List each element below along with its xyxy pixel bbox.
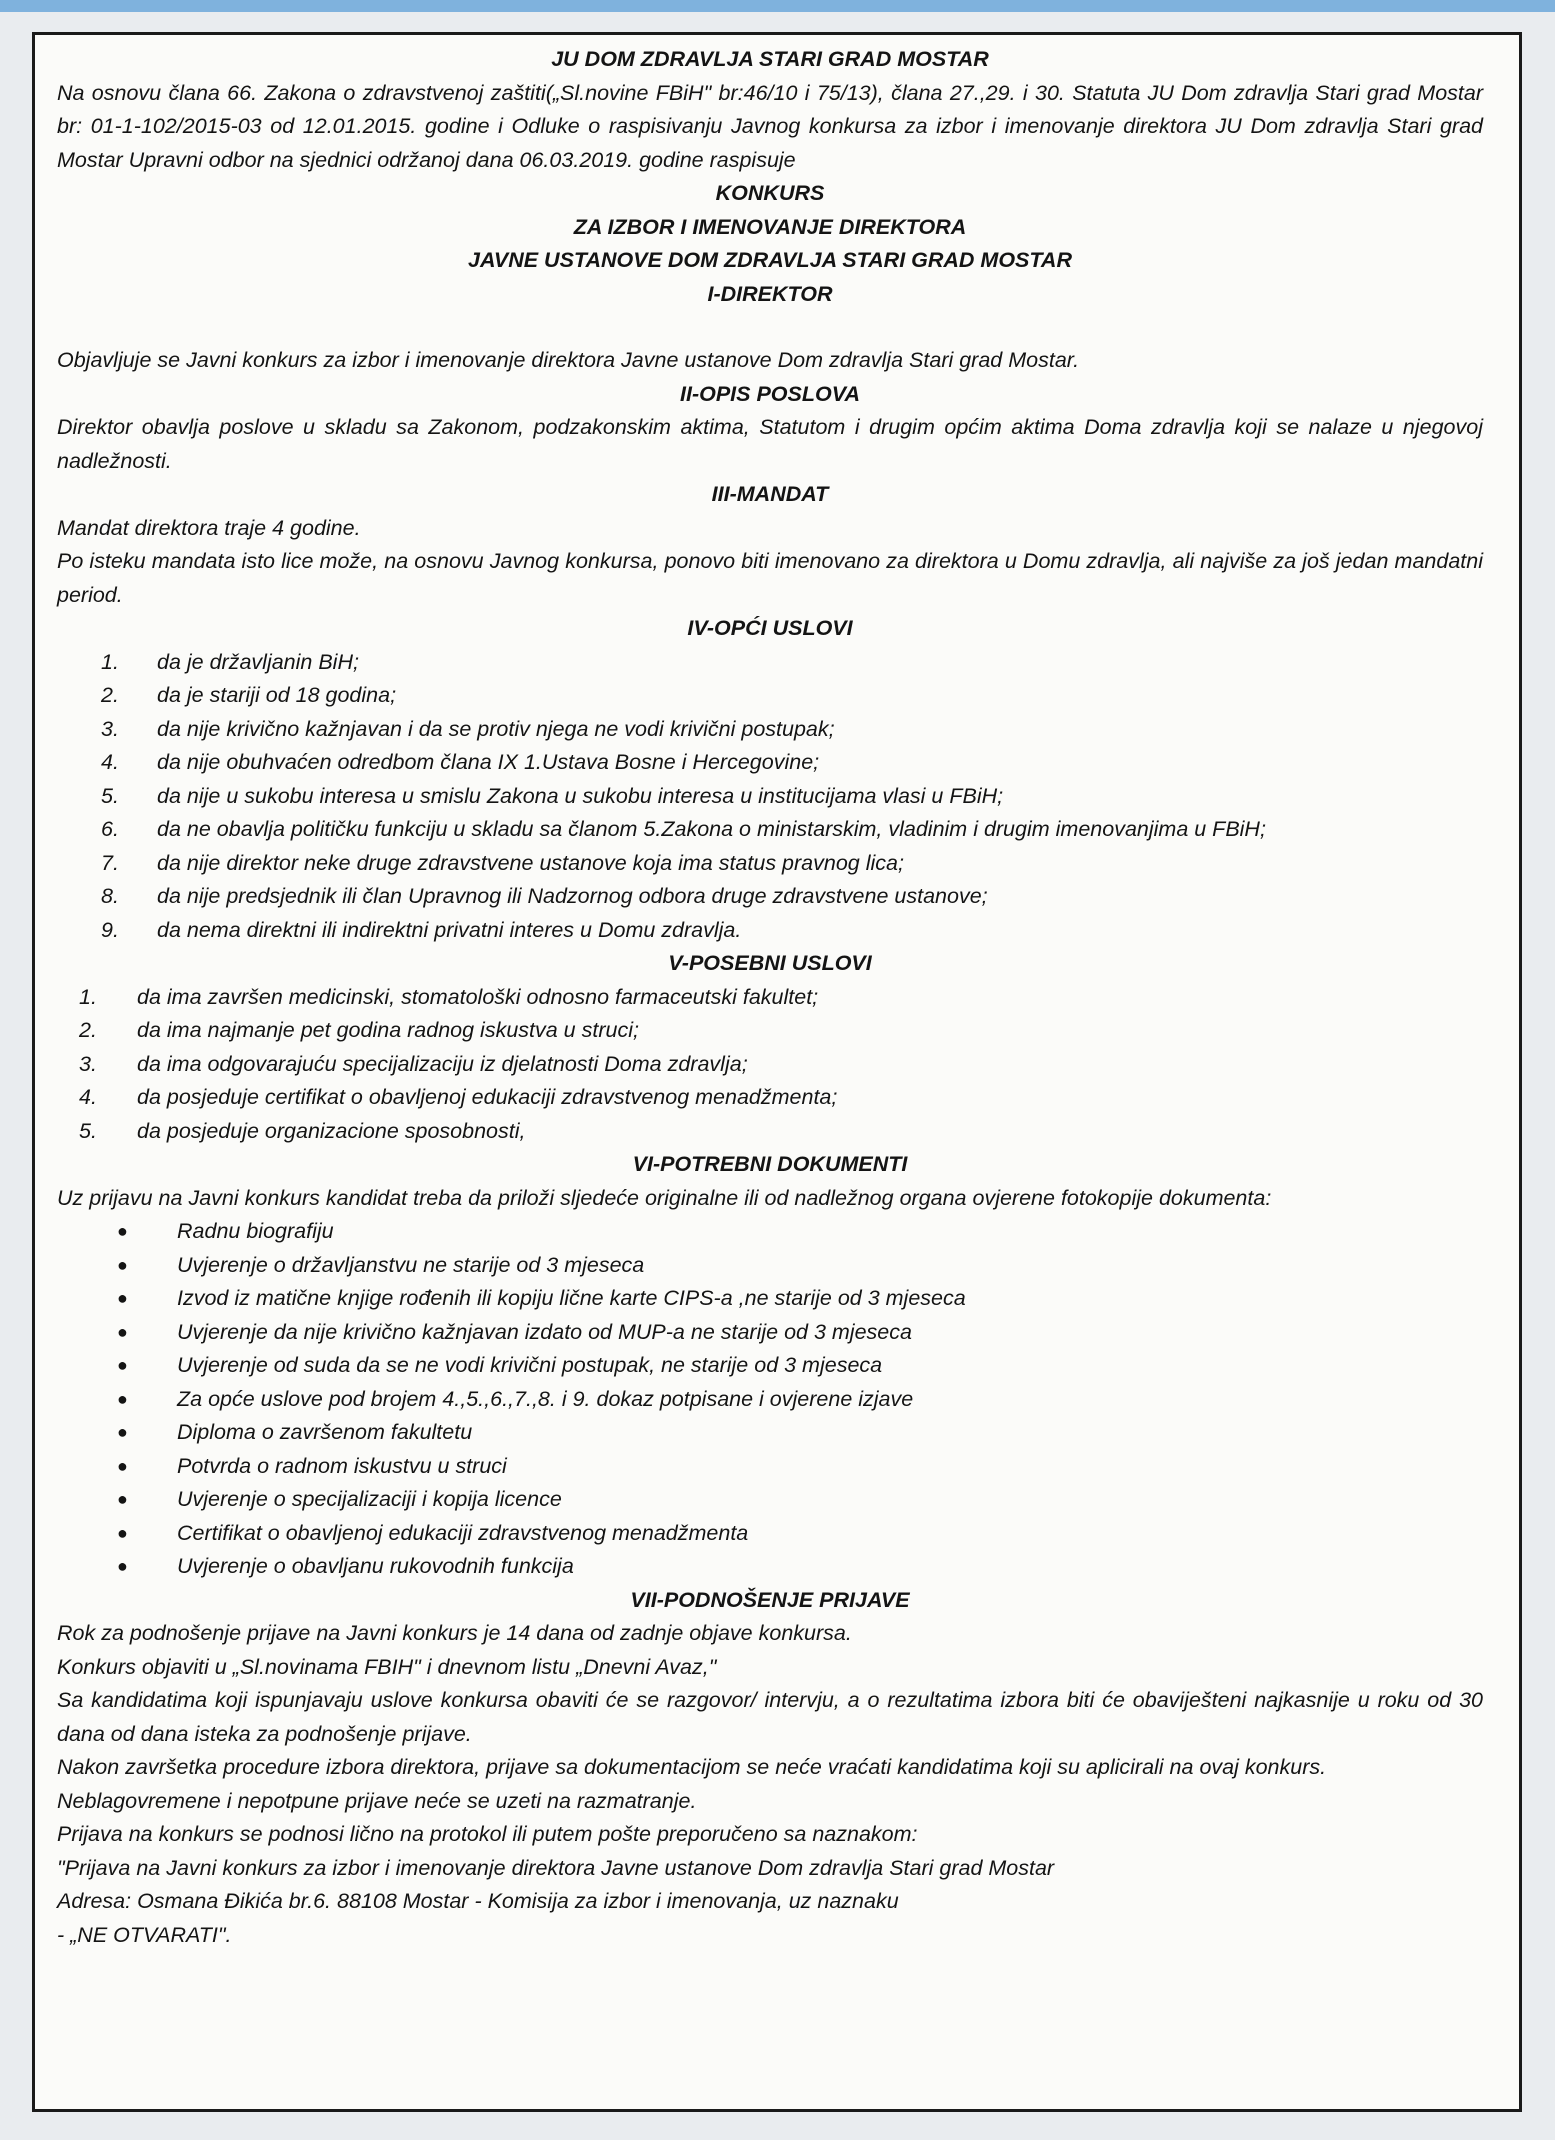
spacer xyxy=(57,311,1483,344)
item-number: 2. xyxy=(101,683,119,707)
mandate-renewal: Po isteku mandata isto lice može, na osnovu Javnog konkursa, ponovo biti imenovano za direktora u Domu zdravlja, ali najviše za još jedan mandatni period. xyxy=(57,549,1483,607)
list-item xyxy=(57,1450,1483,1484)
list-item xyxy=(57,1550,1483,1584)
item-text: Uvjerenje o državljanstvu ne starije od 3 mjeseca xyxy=(177,1252,645,1277)
item-text: da je državljanin BiH; xyxy=(157,649,359,674)
list-item xyxy=(57,813,1483,847)
item-number: 2. xyxy=(79,1018,97,1042)
list-item xyxy=(57,1115,1483,1149)
submission-publication: Konkurs objaviti u „Sl.novinama FBIH" i dnevnom listu „Dnevni Avaz," xyxy=(57,1654,717,1679)
item-text: da posjeduje certifikat o obavljenoj edukaciji zdravstvenog menadžmenta; xyxy=(137,1085,838,1109)
headline-konkurs: KONKURS xyxy=(715,181,825,205)
item-text: da ima najmanje pet godina radnog iskustva u struci; xyxy=(137,1018,639,1042)
list-item xyxy=(57,1048,1483,1082)
documents-intro: Uz prijavu na Javni konkurs kandidat treba da priloži sljedeće originalne ili od nadležnog organa ovjerene fotokopije dokumenta: xyxy=(57,1185,1272,1210)
item-number: 4. xyxy=(101,750,119,774)
item-text: da nije krivično kažnjavan i da se protiv njega ne vodi krivični postupak; xyxy=(157,716,835,741)
item-text: Uvjerenje od suda da se ne vodi krivični postupak, ne starije od 3 mjeseca xyxy=(177,1353,883,1377)
list-item xyxy=(57,780,1483,814)
item-number: 9. xyxy=(101,917,119,942)
item-text: da nije predsjednik ili član Upravnog ili Nadzornog odbora druge zdravstvene ustanove; xyxy=(157,884,988,908)
list-item xyxy=(57,1081,1483,1115)
section-title-submission: VII-PODNOŠENJE PRIJAVE xyxy=(630,1587,910,1612)
item-number: 5. xyxy=(79,1118,97,1143)
submission-address: Adresa: Osmana Đikića br.6. 88108 Mostar - Komisija za izbor i imenovanja, uz naznaku xyxy=(57,1889,899,1913)
special-conditions-list xyxy=(57,981,1483,1149)
item-text: da ne obavlja političku funkciju u skladu sa članom 5.Zakona o ministarskim, vladinim i drugim imenovanjima u FBiH; xyxy=(157,817,1266,841)
item-number: 7. xyxy=(101,850,119,875)
page-top-band xyxy=(0,0,1555,12)
list-item xyxy=(57,847,1483,881)
bullet-icon: ● xyxy=(117,1489,128,1509)
item-text: Radnu biografiju xyxy=(177,1219,334,1243)
submission-no-return: Nakon završetka procedure izbora direktora, prijave sa dokumentacijom se neće vraćati kandidatima koji su aplicirali na ovaj konkurs. xyxy=(57,1755,1327,1779)
list-item xyxy=(57,1383,1483,1417)
list-item xyxy=(57,646,1483,680)
item-text: Potvrda o radnom iskustvu u struci xyxy=(177,1453,507,1478)
list-item xyxy=(57,679,1483,713)
item-text: da posjeduje organizacione sposobnosti, xyxy=(137,1118,526,1143)
item-number: 6. xyxy=(101,817,119,841)
list-item xyxy=(57,1349,1483,1383)
documents-list xyxy=(57,1215,1483,1584)
list-item xyxy=(57,1483,1483,1517)
list-item xyxy=(57,914,1483,948)
headline-institution: JAVNE USTANOVE DOM ZDRAVLJA STARI GRAD MOSTAR xyxy=(467,248,1072,272)
item-text: Uvjerenje o specijalizaciji i kopija licence xyxy=(177,1487,562,1511)
item-text: da nije obuhvaćen odredbom člana IX 1.Ustava Bosne i Hercegovine; xyxy=(157,750,820,774)
submission-method: Prijava na konkurs se podnosi lično na protokol ili putem pošte preporučeno sa naznakom: xyxy=(57,1822,918,1846)
section-title-special-conditions: V-POSEBNI USLOVI xyxy=(668,951,872,975)
headline-subtitle: ZA IZBOR I IMENOVANJE DIREKTORA xyxy=(573,214,967,239)
item-number: 4. xyxy=(79,1085,97,1109)
item-number: 5. xyxy=(101,783,119,808)
item-text: da je stariji od 18 godina; xyxy=(157,683,397,707)
list-item xyxy=(57,1282,1483,1316)
section-title-director: I-DIREKTOR xyxy=(707,281,833,306)
item-text: Uvjerenje o obavljanu rukovodnih funkcija xyxy=(177,1554,574,1578)
list-item xyxy=(57,1416,1483,1450)
bullet-icon: ● xyxy=(117,1288,128,1308)
item-number: 1. xyxy=(101,649,119,674)
general-conditions-list xyxy=(57,646,1483,948)
list-item xyxy=(57,1316,1483,1350)
item-number: 1. xyxy=(79,984,97,1009)
section-title-job-description: II-OPIS POSLOVA xyxy=(680,381,860,406)
list-item xyxy=(57,713,1483,747)
notice-document xyxy=(32,32,1522,2112)
item-text: da nije u sukobu interesa u smislu Zakona u sukobu interesa u institucijama vlasi u FBiH; xyxy=(157,783,1004,808)
submission-incomplete: Neblagovremene i nepotpune prijave neće se uzeti na razmatranje. xyxy=(57,1788,697,1813)
item-text: Diploma o završenom fakultetu xyxy=(177,1420,473,1444)
mandate-duration: Mandat direktora traje 4 godine. xyxy=(57,515,361,540)
bullet-icon: ● xyxy=(117,1455,128,1476)
institution-title: JU DOM ZDRAVLJA STARI GRAD MOSTAR xyxy=(551,47,989,71)
bullet-icon: ● xyxy=(117,1556,128,1576)
item-number: 3. xyxy=(101,716,119,741)
item-text: da nema direktni ili indirektni privatni interes u Domu zdravlja. xyxy=(157,917,742,942)
item-text: da nije direktor neke druge zdravstvene ustanove koja ima status pravnog lica; xyxy=(157,850,904,875)
item-text: Za opće uslove pod brojem 4.,5.,6.,7.,8. i 9. dokaz potpisane i ovjerene izjave xyxy=(177,1386,914,1411)
section-title-documents: VI-POTREBNI DOKUMENTI xyxy=(632,1152,908,1176)
submission-do-not-open: - „NE OTVARATI". xyxy=(57,1922,232,1947)
item-number: 8. xyxy=(101,884,119,908)
bullet-icon: ● xyxy=(117,1388,128,1409)
section-title-mandate: III-MANDAT xyxy=(711,482,829,506)
list-item xyxy=(57,1215,1483,1249)
item-text: Certifikat o obavljenoj edukaciji zdravstvenog menadžmenta xyxy=(177,1520,749,1545)
list-item xyxy=(57,746,1483,780)
submission-interview: Sa kandidatima koji ispunjavaju uslove konkursa obaviti će se razgovor/ intervju, a o rezultatima izbora biti će obaviješteni najkasnije u roku od 30 dana od dana isteka za podnošenje prijave. xyxy=(57,1688,1483,1746)
item-text: Uvjerenje da nije krivično kažnjavan izdato od MUP-a ne starije od 3 mjeseca xyxy=(177,1319,912,1344)
item-text: da ima odgovarajuću specijalizaciju iz djelatnosti Doma zdravlja; xyxy=(137,1051,748,1076)
intro-paragraph: Na osnovu člana 66. Zakona o zdravstvenoj zaštiti(„Sl.novine FBiH" br:46/10 i 75/13), člana 27.,29. i 30. Statuta JU Dom zdravlja Stari grad Mostar br: 01-1-102/2015-03 od 12.01.2015. godine i Odluke o raspisivanju Javnog konkursa za izbor i imenovanje direktora JU Dom zdravlja Stari grad Mostar Upravni odbor na sjednici održanoj dana 06.03.2019. godine raspisuje xyxy=(57,80,1483,172)
job-description-text: Direktor obavlja poslove u skladu sa Zakonom, podzakonskim aktima, Statutom i drugim općim aktima Doma zdravlja koji se nalaze u njegovoj nadležnosti. xyxy=(57,415,1483,473)
list-item xyxy=(57,981,1483,1015)
submission-label-text: "Prijava na Javni konkurs za izbor i imenovanje direktora Javne ustanove Dom zdravlja Stari grad Mostar xyxy=(57,1855,1055,1880)
list-item xyxy=(57,880,1483,914)
section-title-general-conditions: IV-OPĆI USLOVI xyxy=(687,616,853,640)
bullet-icon: ● xyxy=(117,1522,128,1543)
bullet-icon: ● xyxy=(117,1254,128,1275)
director-text: Objavljuje se Javni konkurs za izbor i imenovanje direktora Javne ustanove Dom zdravlja Stari grad Mostar. xyxy=(57,348,1080,372)
list-item xyxy=(57,1249,1483,1283)
bullet-icon: ● xyxy=(117,1422,128,1442)
bullet-icon: ● xyxy=(117,1355,128,1375)
bullet-icon: ● xyxy=(117,1321,128,1342)
submission-deadline: Rok za podnošenje prijave na Javni konkurs je 14 dana od zadnje objave konkursa. xyxy=(57,1621,852,1645)
item-text: Izvod iz matične knjige rođenih ili kopiju lične karte CIPS-a ,ne starije od 3 mjeseca xyxy=(177,1286,966,1310)
item-number: 3. xyxy=(79,1051,97,1076)
item-text: da ima završen medicinski, stomatološki odnosno farmaceutski fakultet; xyxy=(137,984,819,1009)
bullet-icon: ● xyxy=(117,1221,128,1241)
list-item xyxy=(57,1014,1483,1048)
list-item xyxy=(57,1517,1483,1551)
